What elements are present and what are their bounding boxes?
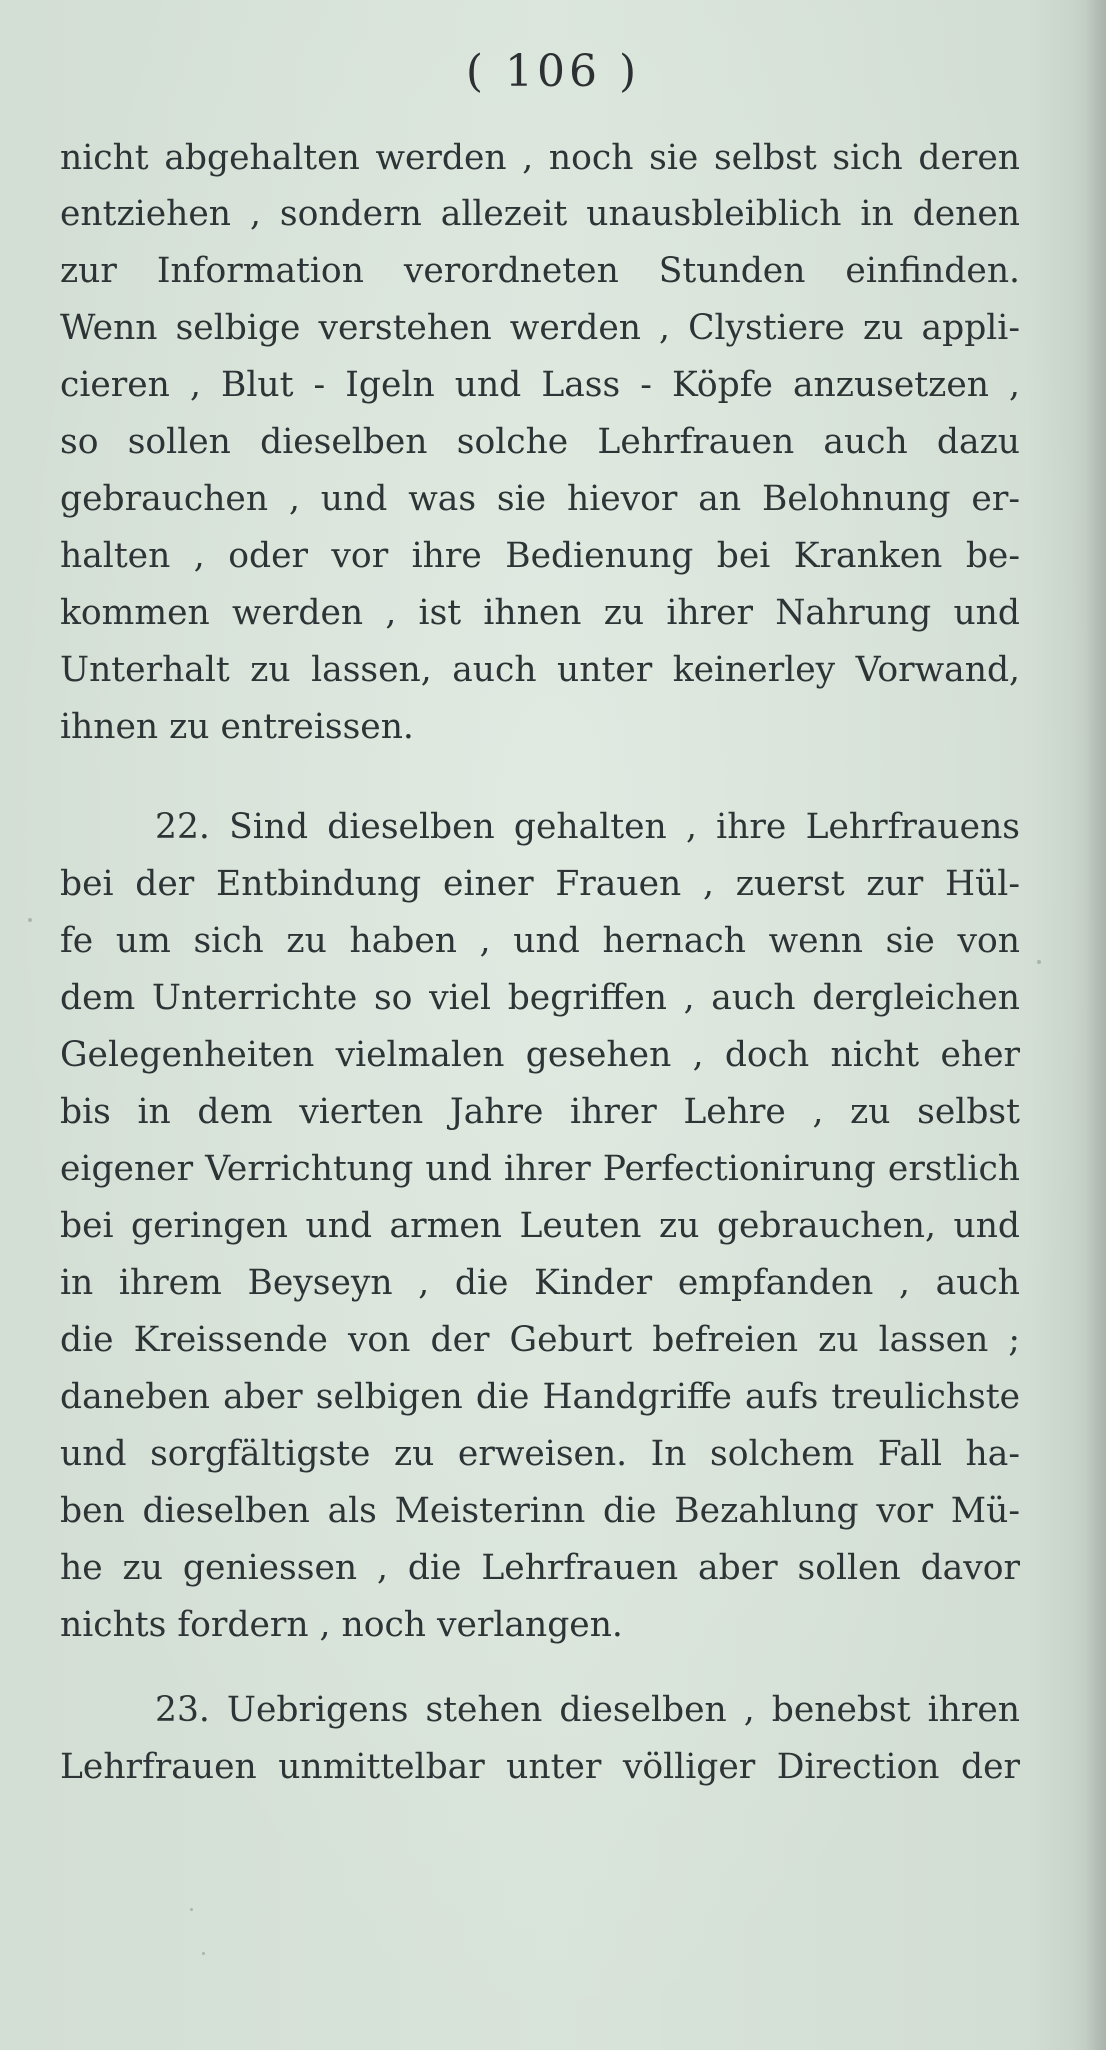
text-line: in ihrem Beyseyn , die Kinder empfanden , auch — [60, 1263, 1020, 1303]
text-line: Gelegenheiten vielmalen gesehen , doch nicht eher — [60, 1035, 1020, 1075]
text-line: so sollen dieselben solche Lehrfrauen auch dazu — [60, 422, 1020, 462]
text-line: ben dieselben als Meisterinn die Bezahlung vor Mü- — [60, 1491, 1020, 1531]
page-edge-shadow — [1086, 0, 1106, 2050]
text-line: entziehen , sondern allezeit unausbleiblich in denen — [60, 194, 1020, 234]
text-line: und sorgfältigste zu erweisen. In solchem Fall ha- — [60, 1434, 1020, 1474]
paper-speck — [202, 1952, 205, 1955]
text-line: cieren , Blut - Igeln und Lass - Köpfe anzusetzen , — [60, 365, 1020, 405]
paper-speck — [190, 1908, 193, 1911]
text-line: Wenn selbige verstehen werden , Clystiere zu appli- — [60, 308, 1020, 348]
text-line: ihnen zu entreissen. — [60, 707, 414, 747]
text-line: zur Information verordneten Stunden einfinden. — [60, 251, 1020, 291]
text-line: nicht abgehalten werden , noch sie selbst sich deren — [60, 138, 1020, 178]
paper-speck — [28, 918, 32, 922]
text-line: he zu geniessen , die Lehrfrauen aber sollen davor — [60, 1548, 1020, 1588]
text-line: Lehrfrauen unmittelbar unter völliger Direction der — [60, 1747, 1020, 1787]
text-line: bis in dem vierten Jahre ihrer Lehre , zu selbst — [60, 1092, 1020, 1132]
text-line: bei der Entbindung einer Frauen , zuerst zur Hül- — [60, 864, 1020, 904]
text-line: 23. Uebrigens stehen dieselben , benebst ihren — [155, 1690, 1020, 1730]
text-line: Unterhalt zu lassen, auch unter keinerley Vorwand, — [60, 650, 1020, 690]
text-line: kommen werden , ist ihnen zu ihrer Nahrung und — [60, 593, 1020, 633]
text-line: fe um sich zu haben , und hernach wenn sie von — [60, 921, 1020, 961]
text-line: nichts fordern , noch verlangen. — [60, 1605, 623, 1645]
text-line: eigener Verrichtung und ihrer Perfectionirung erstlich — [60, 1149, 1020, 1189]
text-line: daneben aber selbigen die Handgriffe aufs treulichste — [60, 1377, 1020, 1417]
text-line: die Kreissende von der Geburt befreien zu lassen ; — [60, 1320, 1020, 1360]
text-line: gebrauchen , und was sie hievor an Belohnung er- — [60, 479, 1020, 519]
text-line: dem Unterrichte so viel begriffen , auch dergleichen — [60, 978, 1020, 1018]
paper-speck — [1037, 960, 1041, 964]
text-line: bei geringen und armen Leuten zu gebrauchen, und — [60, 1206, 1020, 1246]
text-line: 22. Sind dieselben gehalten , ihre Lehrfrauens — [155, 807, 1020, 847]
text-line: halten , oder vor ihre Bedienung bei Kranken be- — [60, 536, 1020, 576]
page-number: ( 106 ) — [465, 46, 641, 97]
